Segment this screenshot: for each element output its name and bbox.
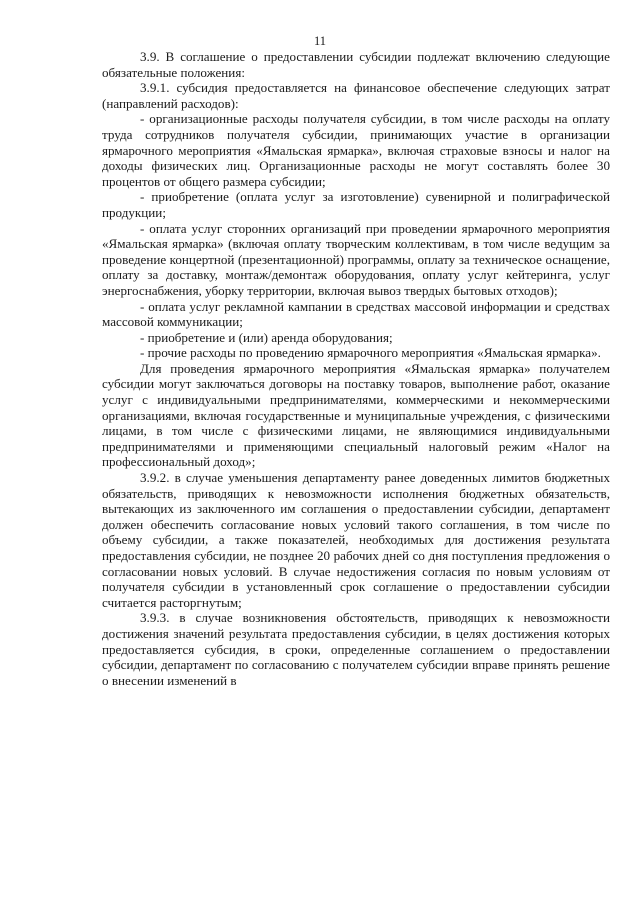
list-item-souvenir-products: - приобретение (оплата услуг за изготовление) сувенирной и полиграфической продукции; [102,189,610,220]
paragraph-3-9-3: 3.9.3. в случае возникновения обстоятельств, приводящих к невозможности достижения значений результата предоставления субсидии, в целях достижения которых предоставляется субсидия, в сроки, определенные соглашением о предоставлении субсидии, департамент по согласованию с получателем субсидии вправе принять решение о внесении изменений в [102,610,610,688]
list-item-equipment: - приобретение и (или) аренда оборудования; [140,329,393,345]
paragraph-3-9-1: 3.9.1. субсидия предоставляется на финансовое обеспечение следующих затрат (направлений расходов): [102,80,610,111]
paragraph-3-9-2: 3.9.2. в случае уменьшения департаменту ранее доведенных лимитов бюджетных обязательств, приводящих к невозможности исполнения бюджетных обязательств, вытекающих из заключенного им соглашения о предоставлении субсидии, департамент должен обеспечить согласование новых условий такого соглашения, в том числе по объему субсидии, а также показателей, необходимых для достижения результата предоставления субсидии, не позднее 20 рабочих дней со дня поступления предложения о согласовании новых условий. В случае недостижения согласия по новым условиям от получателя субсидии в установленный срок соглашение о предоставлении субсидии считается расторгнутым; [102,470,610,610]
document-body [102,49,610,688]
list-item-third-party-services: - оплата услуг сторонних организаций при проведении ярмарочного мероприятия «Ямальская ярмарка» (включая оплату творческим коллективам, в том числе ведущим за проведение концертной (презентационной) программы, оплату за техническое оснащение, оплату за доставку, монтаж/демонтаж оборудования, оплату услуг кейтеринга, услуг энергоснабжения, уборку территории, включая вывоз твердых бытовых отходов); [102,220,610,298]
page-number: 11 [313,34,327,48]
list-item-other-expenses: - прочие расходы по проведению ярмарочного мероприятия «Ямальская ярмарка». [140,345,601,361]
list-item-organizational-expenses: - организационные расходы получателя субсидии, в том числе расходы на оплату труда сотрудников получателя субсидии, принимающих участие в организации ярмарочного мероприятия «Ямальская ярмарка», включая страховые взносы и налог на доходы физических лиц. Организационные расходы не могут составлять более 30 процентов от общего размера субсидии; [102,111,610,189]
list-item-advertising: - оплата услуг рекламной кампании в средствах массовой информации и средствах массовой коммуникации; [102,298,610,330]
paragraph-3-9: 3.9. В соглашение о предоставлении субсидии подлежат включению следующие обязательные положения: [102,49,610,80]
paragraph-contracts: Для проведения ярмарочного мероприятия «Ямальская ярмарка» получателем субсидии могут заключаться договоры на поставку товаров, выполнение работ, оказание услуг с индивидуальными предпринимателями, коммерческими и некоммерческими организациями, включая государственные и муниципальные учреждения, с физическими лицами, в том числе с физическими лицами, не являющимися индивидуальными предпринимателями и применяющими специальный налоговый режим «Налог на профессиональный доход»; [102,360,610,470]
